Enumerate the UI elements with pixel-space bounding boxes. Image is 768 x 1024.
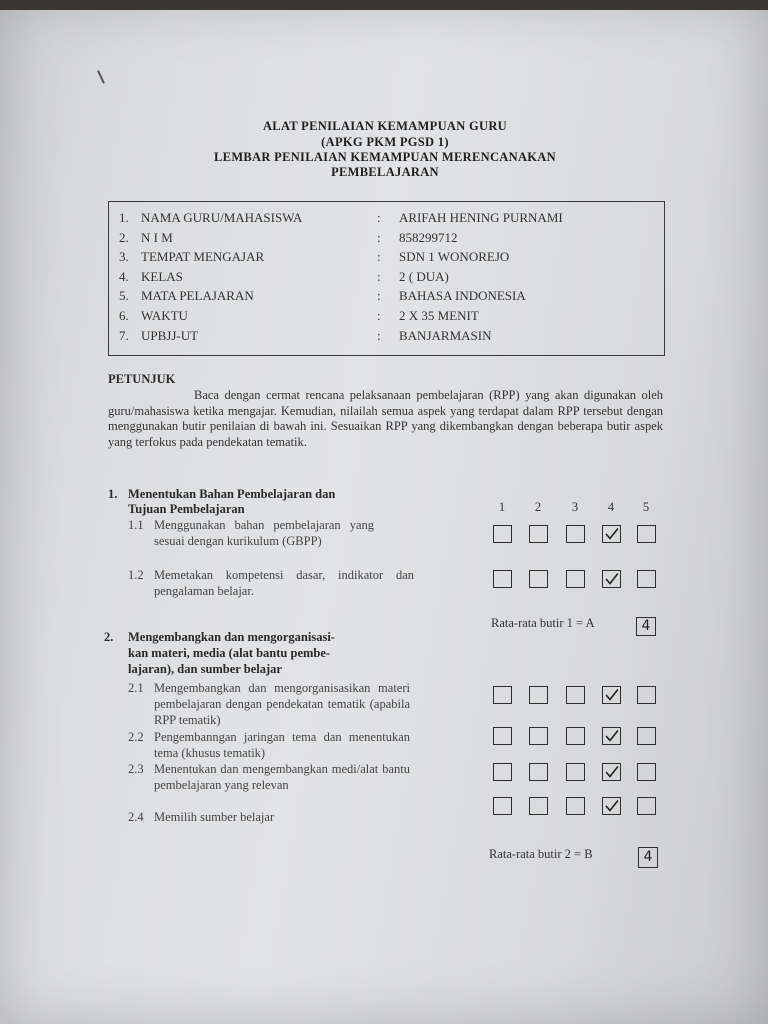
section1-number: 1. bbox=[108, 487, 118, 501]
average-label-2: Rata-rata butir 2 = B bbox=[489, 847, 593, 861]
rating-checkbox-2.3-4[interactable] bbox=[602, 763, 621, 781]
section2-title-line3: lajaran), dan sumber belajar bbox=[128, 662, 282, 676]
rating-checkbox-2.3-2[interactable] bbox=[529, 763, 548, 781]
identity-label: TEMPAT MENGAJAR bbox=[141, 249, 265, 265]
identity-num: 3. bbox=[119, 249, 129, 265]
rating-checkbox-1.1-1[interactable] bbox=[493, 525, 512, 543]
doc-title-line3: LEMBAR PENILAIAN KEMAMPUAN MERENCANAKAN bbox=[214, 150, 556, 164]
rating-checkbox-1.2-4[interactable] bbox=[602, 570, 621, 588]
section2-title-line1: Mengembangkan dan mengorganisasi- bbox=[128, 630, 335, 644]
identity-label: KELAS bbox=[141, 268, 183, 284]
doc-title-line4: PEMBELAJARAN bbox=[331, 165, 439, 179]
section1-title-line1: Menentukan Bahan Pembelajaran dan bbox=[128, 487, 336, 501]
identity-value: BAHASA INDONESIA bbox=[399, 288, 526, 304]
rating-checkbox-2.1-4[interactable] bbox=[602, 686, 621, 704]
rating-checkbox-2.4-5[interactable] bbox=[637, 797, 656, 815]
background-edge bbox=[0, 0, 768, 10]
check-icon bbox=[605, 527, 619, 541]
identity-label: MATA PELAJARAN bbox=[141, 288, 254, 304]
identity-colon: : bbox=[377, 288, 381, 304]
identity-label: WAKTU bbox=[141, 308, 188, 323]
rating-checkbox-1.2-5[interactable] bbox=[637, 570, 656, 588]
identity-num: 5. bbox=[119, 288, 129, 304]
item-text: Pengembanngan jaringan tema dan menentukan tema (khusus tematik) bbox=[154, 730, 410, 760]
section2-number: 2. bbox=[104, 630, 114, 644]
rating-checkbox-2.2-1[interactable] bbox=[493, 727, 512, 745]
identity-num: 2. bbox=[119, 229, 129, 245]
rating-checkbox-1.2-2[interactable] bbox=[529, 570, 548, 588]
item-text: Mengembangkan dan mengorganisasikan materi pembelajaran dengan pendekatan tematik (apabila RPP tematik) bbox=[154, 681, 410, 727]
identity-colon: : bbox=[377, 308, 381, 323]
rating-checkbox-2.2-3[interactable] bbox=[566, 727, 585, 745]
rating-checkbox-2.3-1[interactable] bbox=[493, 763, 512, 781]
item-text: Menentukan dan mengembangkan medi/alat bantu pembelajaran yang relevan bbox=[154, 762, 410, 792]
rating-checkbox-2.2-2[interactable] bbox=[529, 727, 548, 745]
identity-label: NAMA GURU/MAHASISWA bbox=[141, 210, 303, 225]
rating-checkbox-1.2-3[interactable] bbox=[566, 570, 585, 588]
identity-num: 4. bbox=[119, 268, 129, 284]
identity-num: 6. bbox=[119, 308, 129, 323]
rating-checkbox-2.4-2[interactable] bbox=[529, 797, 548, 815]
rating-checkbox-2.1-5[interactable] bbox=[637, 686, 656, 704]
section1-title-line2: Tujuan Pembelajaran bbox=[128, 502, 245, 516]
petunjuk-text bbox=[108, 388, 663, 450]
item-number: 2.2 bbox=[128, 730, 144, 744]
rating-checkbox-2.1-3[interactable] bbox=[566, 686, 585, 704]
pen-mark bbox=[97, 70, 105, 84]
check-icon bbox=[605, 572, 619, 586]
identity-value: SDN 1 WONOREJO bbox=[399, 249, 510, 265]
item-number: 1.2 bbox=[128, 568, 144, 582]
section2-title-line2: kan materi, media (alat bantu pembe- bbox=[128, 646, 331, 660]
identity-colon: : bbox=[377, 249, 381, 265]
item-number: 2.3 bbox=[128, 762, 144, 776]
check-icon bbox=[605, 799, 619, 813]
identity-value: ARIFAH HENING PURNAMI bbox=[399, 210, 563, 225]
rating-checkbox-1.1-5[interactable] bbox=[637, 525, 656, 543]
rating-checkbox-2.1-2[interactable] bbox=[529, 686, 548, 704]
doc-title-line2: (APKG PKM PGSD 1) bbox=[321, 135, 449, 149]
rating-checkbox-2.4-3[interactable] bbox=[566, 797, 585, 815]
scale-header-4: 4 bbox=[607, 500, 615, 514]
identity-num: 7. bbox=[119, 327, 129, 343]
rating-checkbox-2.2-5[interactable] bbox=[637, 727, 656, 745]
identity-colon: : bbox=[377, 327, 381, 343]
petunjuk-heading: PETUNJUK bbox=[108, 372, 176, 386]
identity-value: 2 ( DUA) bbox=[399, 268, 449, 284]
rating-checkbox-1.2-1[interactable] bbox=[493, 570, 512, 588]
item-text: Memilih sumber belajar bbox=[154, 810, 275, 824]
item-text: Menggunakan bahan pembelajaran yang sesuai dengan kurikulum (GBPP) bbox=[154, 518, 374, 548]
item-number: 2.1 bbox=[128, 681, 144, 695]
item-number: 1.1 bbox=[128, 518, 144, 532]
rating-checkbox-2.1-1[interactable] bbox=[493, 686, 512, 704]
rating-checkbox-2.4-4[interactable] bbox=[602, 797, 621, 815]
doc-title-line1: ALAT PENILAIAN KEMAMPUAN GURU bbox=[262, 119, 507, 133]
identity-value: BANJARMASIN bbox=[399, 327, 492, 343]
average-value-2[interactable]: 4 bbox=[638, 847, 658, 868]
identity-colon: : bbox=[377, 229, 381, 245]
identity-num: 1. bbox=[119, 210, 129, 225]
rating-checkbox-1.1-2[interactable] bbox=[529, 525, 548, 543]
identity-box bbox=[108, 201, 665, 356]
scale-header-2: 2 bbox=[534, 500, 542, 514]
identity-label: UPBJJ-UT bbox=[141, 327, 199, 343]
identity-colon: : bbox=[377, 268, 381, 284]
item-number: 2.4 bbox=[128, 810, 144, 824]
scale-header-5: 5 bbox=[642, 500, 650, 514]
identity-value: 2 X 35 MENIT bbox=[399, 308, 479, 323]
item-text: Memetakan kompetensi dasar, indikator dan pengalaman belajar. bbox=[154, 568, 414, 598]
average-label-1: Rata-rata butir 1 = A bbox=[491, 616, 595, 630]
rating-checkbox-2.2-4[interactable] bbox=[602, 727, 621, 745]
scale-header-3: 3 bbox=[571, 500, 579, 514]
check-icon bbox=[605, 688, 619, 702]
identity-colon: : bbox=[377, 210, 381, 225]
rating-checkbox-2.4-1[interactable] bbox=[493, 797, 512, 815]
check-icon bbox=[605, 765, 619, 779]
rating-checkbox-2.3-5[interactable] bbox=[637, 763, 656, 781]
rating-checkbox-2.3-3[interactable] bbox=[566, 763, 585, 781]
average-value-1[interactable]: 4 bbox=[636, 617, 656, 636]
petunjuk-text-content: Baca dengan cermat rencana pelaksanaan pembelajaran (RPP) yang akan digunakan oleh guru/mahasiswa ketika mengajar. Kemudian, nilailah semua aspek yang terdapat dalam RPP tersebut dengan menggunakan butir penilaian di bawah ini. Sesuaikan RPP yang dikembangkan dengan beberapa butir aspek yang terfokus pada pendekatan tematik. bbox=[108, 388, 663, 449]
identity-label: N I M bbox=[141, 229, 173, 245]
check-icon bbox=[605, 729, 619, 743]
rating-checkbox-1.1-3[interactable] bbox=[566, 525, 585, 543]
scale-header-1: 1 bbox=[498, 500, 506, 514]
rating-checkbox-1.1-4[interactable] bbox=[602, 525, 621, 543]
identity-value: 858299712 bbox=[399, 229, 458, 245]
